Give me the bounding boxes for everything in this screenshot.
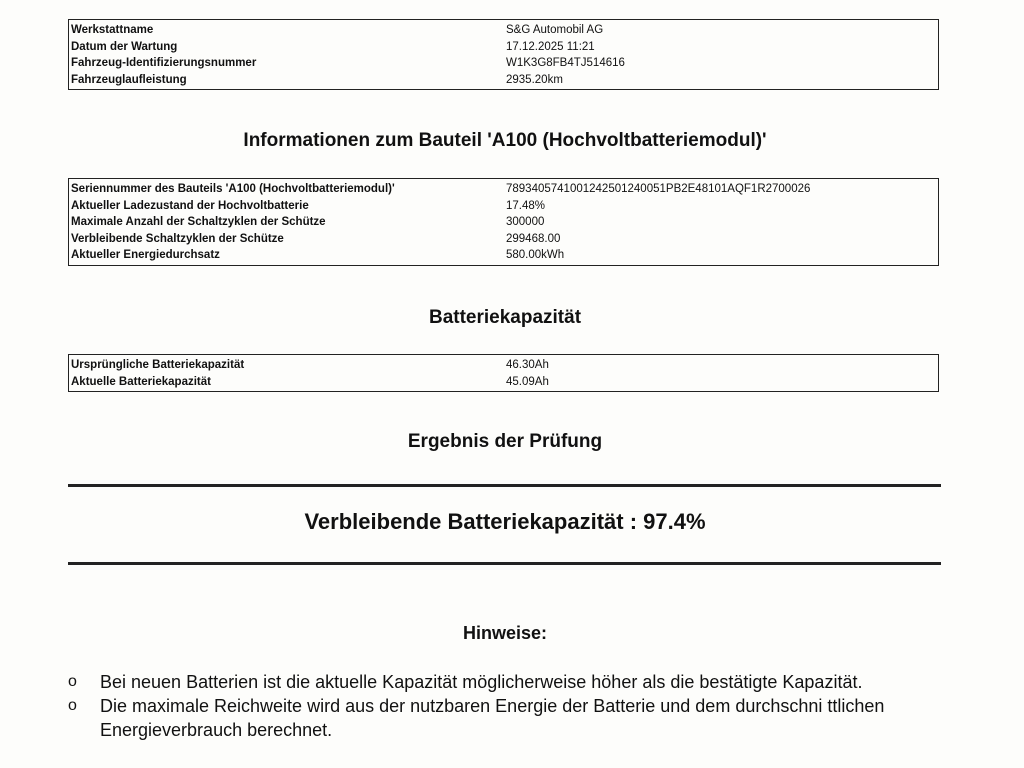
row-value: 299468.00 bbox=[506, 232, 561, 245]
notes-heading: Hinweise: bbox=[462, 623, 548, 643]
component-info-table bbox=[68, 178, 939, 266]
row-label: Maximale Anzahl der Schaltzyklen der Schütze bbox=[71, 216, 326, 228]
table-row bbox=[69, 247, 938, 264]
row-value: 7893405741001242501240051PB2E48101AQF1R2700026 bbox=[506, 183, 811, 195]
row-value: 580.00kWh bbox=[506, 249, 565, 261]
list-item bbox=[68, 670, 948, 694]
table-row bbox=[69, 72, 938, 89]
row-label: Aktueller Energiedurchsatz bbox=[71, 249, 220, 261]
table-row bbox=[69, 39, 938, 56]
row-label: Aktuelle Batteriekapazität bbox=[71, 375, 211, 388]
row-label: Ursprüngliche Batteriekapazität bbox=[71, 359, 245, 371]
note-text: Die maximale Reichweite wird aus der nutzbaren Energie der Batterie und dem durchschni ttlichen Energieverbrauch berechnet. bbox=[100, 696, 885, 740]
table-row bbox=[69, 55, 938, 72]
table-row bbox=[69, 357, 938, 374]
row-value: 46.30Ah bbox=[506, 359, 549, 371]
workshop-info-table bbox=[68, 19, 939, 90]
divider-top bbox=[68, 484, 941, 487]
table-row bbox=[69, 374, 938, 391]
row-value: S&G Automobil AG bbox=[506, 24, 604, 36]
result-heading: Ergebnis der Prüfung bbox=[407, 431, 603, 452]
row-value: 300000 bbox=[506, 216, 545, 228]
bullet-icon: o bbox=[68, 697, 77, 714]
capacity-heading: Batteriekapazität bbox=[428, 307, 582, 328]
table-row bbox=[69, 181, 938, 198]
row-value: W1K3G8FB4TJ514616 bbox=[506, 57, 625, 69]
bullet-icon: o bbox=[68, 673, 77, 690]
capacity-table bbox=[68, 354, 939, 392]
row-value: 17.12.2025 11:21 bbox=[506, 40, 595, 53]
result-text: Verbleibende Batteriekapazität : 97.4% bbox=[304, 509, 706, 534]
divider-bottom bbox=[68, 562, 941, 565]
table-row bbox=[69, 231, 938, 248]
list-item bbox=[68, 694, 948, 742]
notes-list bbox=[68, 670, 948, 742]
note-text: Bei neuen Batterien ist die aktuelle Kapazität möglicherweise höher als die bestätigte Kapazität. bbox=[100, 672, 863, 692]
row-label: Verbleibende Schaltzyklen der Schütze bbox=[71, 232, 284, 245]
table-row bbox=[69, 214, 938, 231]
row-label: Datum der Wartung bbox=[71, 40, 178, 53]
row-label: Werkstattname bbox=[71, 24, 154, 36]
component-heading: Informationen zum Bauteil 'A100 (Hochvoltbatteriemodul)' bbox=[243, 130, 767, 151]
table-row bbox=[69, 198, 938, 215]
row-label: Fahrzeug-Identifizierungsnummer bbox=[71, 57, 257, 69]
row-label: Seriennummer des Bauteils 'A100 (Hochvoltbatteriemodul)' bbox=[71, 183, 395, 195]
row-value: 17.48% bbox=[506, 199, 546, 212]
row-label: Aktueller Ladezustand der Hochvoltbatterie bbox=[71, 199, 309, 212]
row-value: 2935.20km bbox=[506, 73, 563, 86]
table-row bbox=[69, 22, 938, 39]
row-label: Fahrzeuglaufleistung bbox=[71, 73, 187, 86]
row-value: 45.09Ah bbox=[506, 375, 549, 388]
